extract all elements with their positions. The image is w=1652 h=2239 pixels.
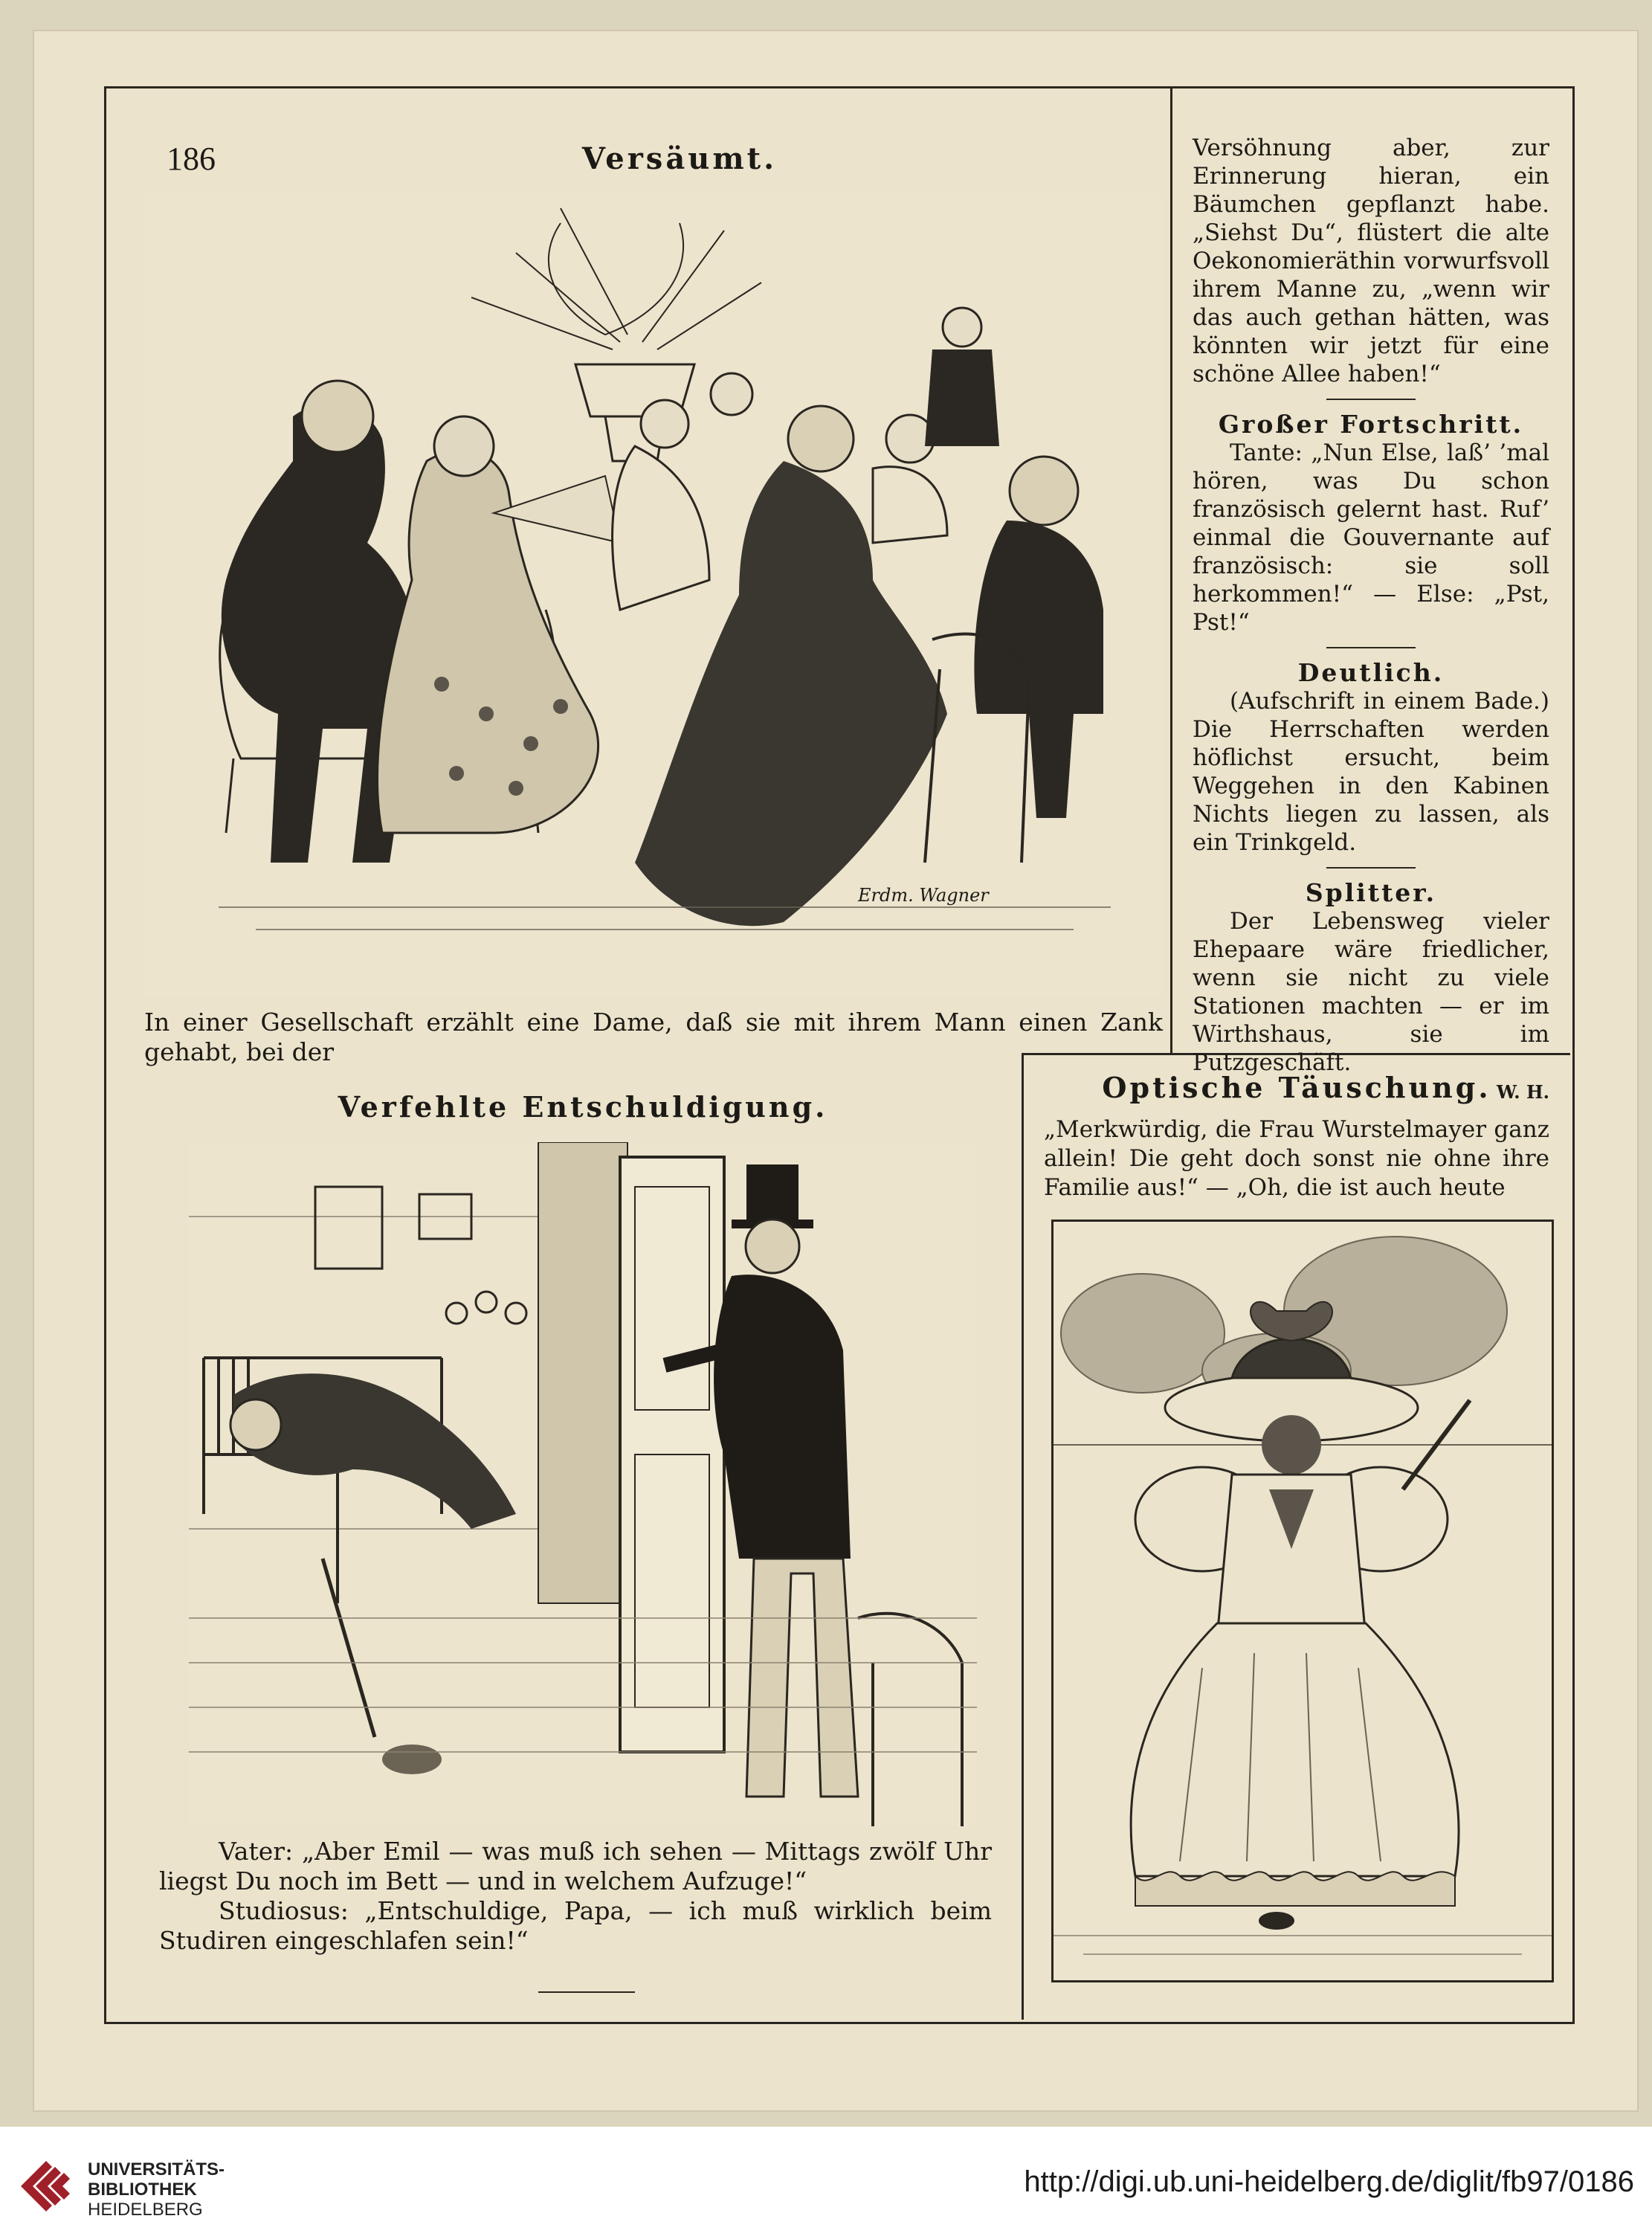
rule-3 [1326, 867, 1416, 869]
rule-1 [1326, 399, 1416, 400]
title-verfehlte-entschuldigung: Verfehlte Entschuldigung. [338, 1090, 828, 1124]
title-optische-taeuschung: Optische Täuschung. [1102, 1071, 1491, 1104]
page-number: 186 [167, 141, 216, 177]
rule-2 [1326, 647, 1416, 648]
logo-line-3: HEIDELBERG [88, 2200, 203, 2220]
caption-studiosus: Studiosus: „Entschuldige, Papa, — ich muß wirklich beim Studiren eingeschlafen sein!“ [159, 1896, 992, 1955]
title-grosser-fortschritt: Großer Fortschritt. [1218, 410, 1524, 439]
salon-caption: In einer Gesellschaft erzählt eine Dame, daß sie mit ihrem Mann einen Zank gehabt, bei der [144, 1008, 1163, 1066]
salon-illustration [144, 193, 1163, 996]
signature-wh: W. H. [1497, 1081, 1549, 1103]
right-column [1193, 134, 1549, 1106]
text-grosser-fortschritt: Tante: „Nun Else, laß’ ’mal hören, was Du schon französisch gelernt hast. Ruf’ einmal die Gouvernante auf französisch: sie soll herkommen!“ — Else: „Pst, Pst!“ [1193, 439, 1549, 636]
column-divider-bottom [1022, 1053, 1024, 2020]
text-splitter: Der Lebensweg vieler Ehepaare wäre friedlicher, wenn sie nicht zu viele Stationen machten — er im Wirthshaus, sie im Putzgeschäft. [1193, 908, 1549, 1076]
bedroom-illustration [189, 1142, 977, 1826]
library-footer [0, 2127, 1652, 2239]
lady-back-illustration [1051, 1220, 1554, 1982]
source-url-link[interactable]: http://digi.ub.uni-heidelberg.de/diglit/fb97/0186 [1024, 2165, 1634, 2198]
magazine-page [33, 30, 1639, 2112]
title-versaeumt: Versäumt. [581, 141, 778, 176]
column-divider-top [1170, 86, 1172, 1053]
optische-text: „Merkwürdig, die Frau Wurstelmayer ganz allein! Die geht doch sonst nie ohne ihre Familie aus!“ — „Oh, die ist auch heute [1044, 1116, 1549, 1201]
library-logo-icon [16, 2156, 76, 2216]
continuation-text: Versöhnung aber, zur Erinnerung hieran, ein Bäumchen gepflanzt habe. „Siehst Du“, flüstert die alte Oekonomieräthin vorwurfsvoll ihrem Manne zu, „wenn wir das auch gethan hätten, was könnten wir jetzt für eine schöne Allee haben!“ [1193, 135, 1549, 387]
bedroom-caption [159, 1837, 992, 1956]
logo-line-1: UNIVERSITÄTS- [88, 2159, 225, 2180]
caption-vater: Vater: „Aber Emil — was muß ich sehen — Mittags zwölf Uhr liegst Du noch im Bett — und in welchem Aufzuge!“ [159, 1837, 992, 1895]
rule-bottom-left [538, 1991, 635, 1993]
library-logo-text [88, 2159, 225, 2220]
title-splitter: Splitter. [1305, 878, 1437, 907]
text-deutlich: (Aufschrift in einem Bade.) Die Herrschaften werden höflichst ersucht, beim Weggehen in den Kabinen Nichts liegen zu lassen, als ein Trinkgeld. [1193, 688, 1549, 856]
logo-line-2: BIBLIOTHEK [88, 2180, 197, 2200]
artist-signature-wagner: Erdm. Wagner [858, 885, 989, 906]
title-deutlich: Deutlich. [1297, 658, 1445, 687]
